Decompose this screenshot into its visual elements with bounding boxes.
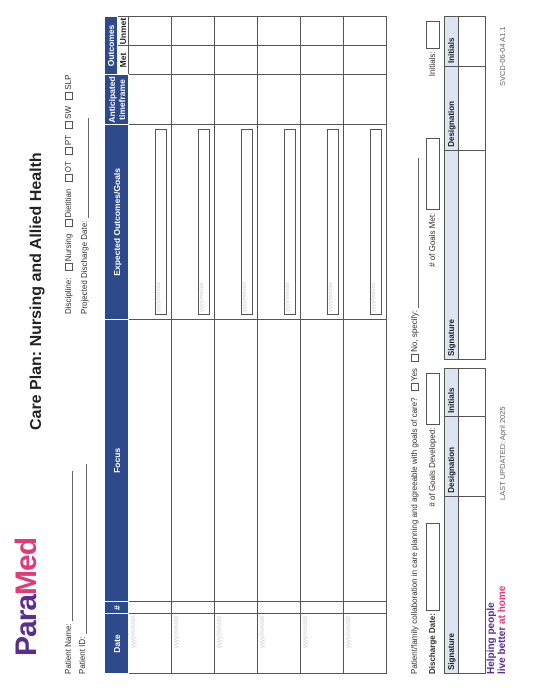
timeframe-cell[interactable]	[258, 75, 301, 125]
goals-cell[interactable]	[215, 124, 258, 319]
focus-cell[interactable]	[301, 319, 344, 601]
projected-discharge-label: Projected Discharge Date:	[80, 220, 89, 314]
collab-yes-label: Yes	[410, 368, 419, 382]
goal-date-box[interactable]	[241, 129, 253, 315]
sig-left-initials-cell[interactable]	[459, 369, 486, 417]
care-plan-table	[104, 16, 387, 674]
num-cell[interactable]	[172, 602, 215, 614]
sig-right-designation-cell[interactable]	[459, 66, 486, 150]
focus-cell[interactable]	[172, 319, 215, 601]
goal-date-box[interactable]	[198, 129, 210, 315]
discipline-slp-label: SLP	[64, 74, 73, 90]
table-row	[258, 17, 301, 674]
met-cell[interactable]	[344, 46, 387, 75]
unmet-cell[interactable]	[129, 17, 172, 46]
checkbox-ot[interactable]	[65, 174, 73, 182]
table-row	[129, 17, 172, 674]
sig-left-designation-header: Designation	[445, 416, 459, 496]
checkbox-slp[interactable]	[65, 92, 73, 100]
discipline-sw-label: SW	[64, 105, 73, 119]
date-placeholder: yyyy/mm/dd	[174, 616, 180, 649]
checkbox-nursing[interactable]	[65, 263, 73, 271]
goals-cell[interactable]	[301, 124, 344, 319]
goals-developed-box[interactable]	[426, 373, 440, 425]
table-body	[129, 17, 387, 674]
date-placeholder: yyyy/mm/dd	[217, 616, 223, 649]
logo-med: Med	[10, 537, 43, 595]
patient-name-field[interactable]	[64, 471, 73, 674]
focus-cell[interactable]	[258, 319, 301, 601]
initials-label: Initials:	[428, 51, 438, 77]
col-timeframe-header	[105, 75, 129, 125]
collab-no-checkbox[interactable]	[411, 354, 419, 362]
date-placeholder: yyyy/mm/dd	[303, 616, 309, 649]
unmet-cell[interactable]	[258, 17, 301, 46]
last-updated: LAST UPDATED: April 2025	[498, 406, 507, 500]
projected-discharge-field[interactable]	[80, 118, 89, 314]
goal-date-placeholder: yyyy/mm/dd	[156, 282, 162, 312]
timeframe-line-2: timeframe	[116, 79, 127, 120]
patient-name-label: Patient Name:	[64, 623, 73, 674]
focus-cell[interactable]	[344, 319, 387, 601]
table-row	[172, 17, 215, 674]
table-row	[344, 17, 387, 674]
col-date-header: Date	[105, 614, 129, 674]
goals-met-label: # of Goals Met:	[428, 212, 438, 267]
sig-right-designation-header: Designation	[445, 66, 459, 150]
date-cell[interactable]	[344, 614, 387, 674]
sig-left-signature-header: Signature	[445, 496, 459, 673]
goals-cell[interactable]	[258, 124, 301, 319]
timeframe-cell[interactable]	[344, 75, 387, 125]
date-placeholder: yyyy/mm/dd	[346, 616, 352, 649]
table-row	[215, 17, 258, 674]
goal-date-box[interactable]	[155, 129, 167, 315]
met-cell[interactable]	[301, 46, 344, 75]
collaboration-question	[410, 158, 419, 674]
tagline	[486, 586, 508, 674]
sig-right-initials-cell[interactable]	[459, 17, 486, 67]
checkbox-sw[interactable]	[65, 121, 73, 129]
goal-date-placeholder: yyyy/mm/dd	[242, 282, 248, 312]
initials-box[interactable]	[426, 21, 440, 49]
col-met-header: Met	[118, 46, 129, 75]
timeframe-cell[interactable]	[301, 75, 344, 125]
goals-developed-label: # of Goals Developed:	[428, 427, 438, 507]
num-cell[interactable]	[129, 602, 172, 614]
unmet-cell[interactable]	[215, 17, 258, 46]
discipline-ot-label: OT	[64, 161, 73, 173]
table-row	[301, 17, 344, 674]
collab-specify-line[interactable]	[410, 158, 419, 308]
collab-no-label: No, specify:	[410, 310, 419, 352]
patient-name-line[interactable]	[64, 471, 73, 621]
sig-left-initials-header: Initials	[445, 369, 459, 417]
focus-cell[interactable]	[215, 319, 258, 601]
sig-left-designation-cell[interactable]	[459, 416, 486, 496]
tagline-line-2a: live better	[497, 623, 508, 674]
logo-para: Para	[10, 594, 43, 656]
num-cell[interactable]	[344, 602, 387, 614]
timeframe-line-1: Anticipated	[106, 76, 117, 123]
discipline-field	[64, 75, 73, 314]
discharge-date-label: Discharge Date:	[428, 613, 438, 674]
goal-date-box[interactable]	[370, 129, 382, 315]
date-cell[interactable]	[301, 614, 344, 674]
unmet-cell[interactable]	[172, 17, 215, 46]
met-cell[interactable]	[172, 46, 215, 75]
col-unmet-header: Unmet	[118, 17, 128, 45]
checkbox-dietitian[interactable]	[65, 219, 73, 227]
date-cell[interactable]	[172, 614, 215, 674]
goals-cell[interactable]	[172, 124, 215, 319]
collab-yes-checkbox[interactable]	[411, 383, 419, 391]
goal-date-box[interactable]	[284, 129, 296, 315]
unmet-cell[interactable]	[344, 17, 387, 46]
page-title: Care Plan: Nursing and Allied Health	[28, 152, 45, 430]
goal-date-placeholder: yyyy/mm/dd	[328, 282, 334, 312]
met-cell[interactable]	[215, 46, 258, 75]
sig-right-signature-header: Signature	[445, 150, 459, 359]
collab-text: Patient/family collaboration in care planning and agreeable with goals of care?	[410, 397, 419, 674]
date-cell[interactable]	[129, 614, 172, 674]
goals-cell[interactable]	[129, 124, 172, 319]
patient-id-field[interactable]	[78, 464, 87, 674]
discipline-pt-label: PT	[64, 135, 73, 146]
met-cell[interactable]	[258, 46, 301, 75]
date-cell[interactable]	[215, 614, 258, 674]
tagline-line-1: Helping people	[486, 602, 497, 674]
unmet-cell[interactable]	[301, 17, 344, 46]
met-cell[interactable]	[129, 46, 172, 75]
sig-right-signature-cell[interactable]	[459, 150, 486, 359]
col-goals-header: Expected Outcomes/Goals	[105, 124, 129, 319]
checkbox-pt[interactable]	[65, 147, 73, 155]
table-header-row	[105, 17, 118, 674]
goals-met-box[interactable]	[426, 138, 440, 210]
goal-date-placeholder: yyyy/mm/dd	[285, 282, 291, 312]
goals-cell[interactable]	[344, 124, 387, 319]
goal-date-placeholder: yyyy/mm/dd	[371, 282, 377, 312]
col-focus-header: Focus	[105, 319, 129, 601]
date-placeholder: yyyy/mm/dd	[131, 616, 137, 649]
discipline-dietitian-label: Dietitian	[64, 188, 73, 218]
timeframe-cell[interactable]	[215, 75, 258, 125]
num-cell[interactable]	[301, 602, 344, 614]
focus-cell[interactable]	[129, 319, 172, 601]
patient-id-line[interactable]	[78, 464, 87, 634]
discipline-nursing-label: Nursing	[64, 233, 73, 262]
discipline-label: Discipline:	[64, 277, 73, 314]
projected-discharge-line[interactable]	[80, 118, 89, 218]
form-code: SVCD-06-04 A1.1	[498, 26, 507, 86]
goal-date-box[interactable]	[327, 129, 339, 315]
timeframe-cell[interactable]	[172, 75, 215, 125]
patient-id-label: Patient ID:	[78, 636, 87, 674]
col-num-header: #	[105, 602, 129, 614]
paramed-logo	[10, 538, 44, 656]
sig-left-signature-cell[interactable]	[459, 496, 486, 673]
signature-table-right	[444, 16, 486, 360]
timeframe-cell[interactable]	[129, 75, 172, 125]
tagline-line-2b: at home	[497, 585, 508, 624]
num-cell[interactable]	[258, 602, 301, 614]
signature-table-left	[444, 368, 486, 674]
discharge-row	[426, 21, 440, 674]
col-outcomes-header: Outcomes	[105, 17, 118, 75]
sig-right-initials-header: Initials	[445, 17, 459, 67]
num-cell[interactable]	[215, 602, 258, 614]
date-placeholder: yyyy/mm/dd	[260, 616, 266, 649]
goal-date-placeholder: yyyy/mm/dd	[199, 282, 205, 312]
discharge-date-box[interactable]	[426, 523, 440, 611]
date-cell[interactable]	[258, 614, 301, 674]
